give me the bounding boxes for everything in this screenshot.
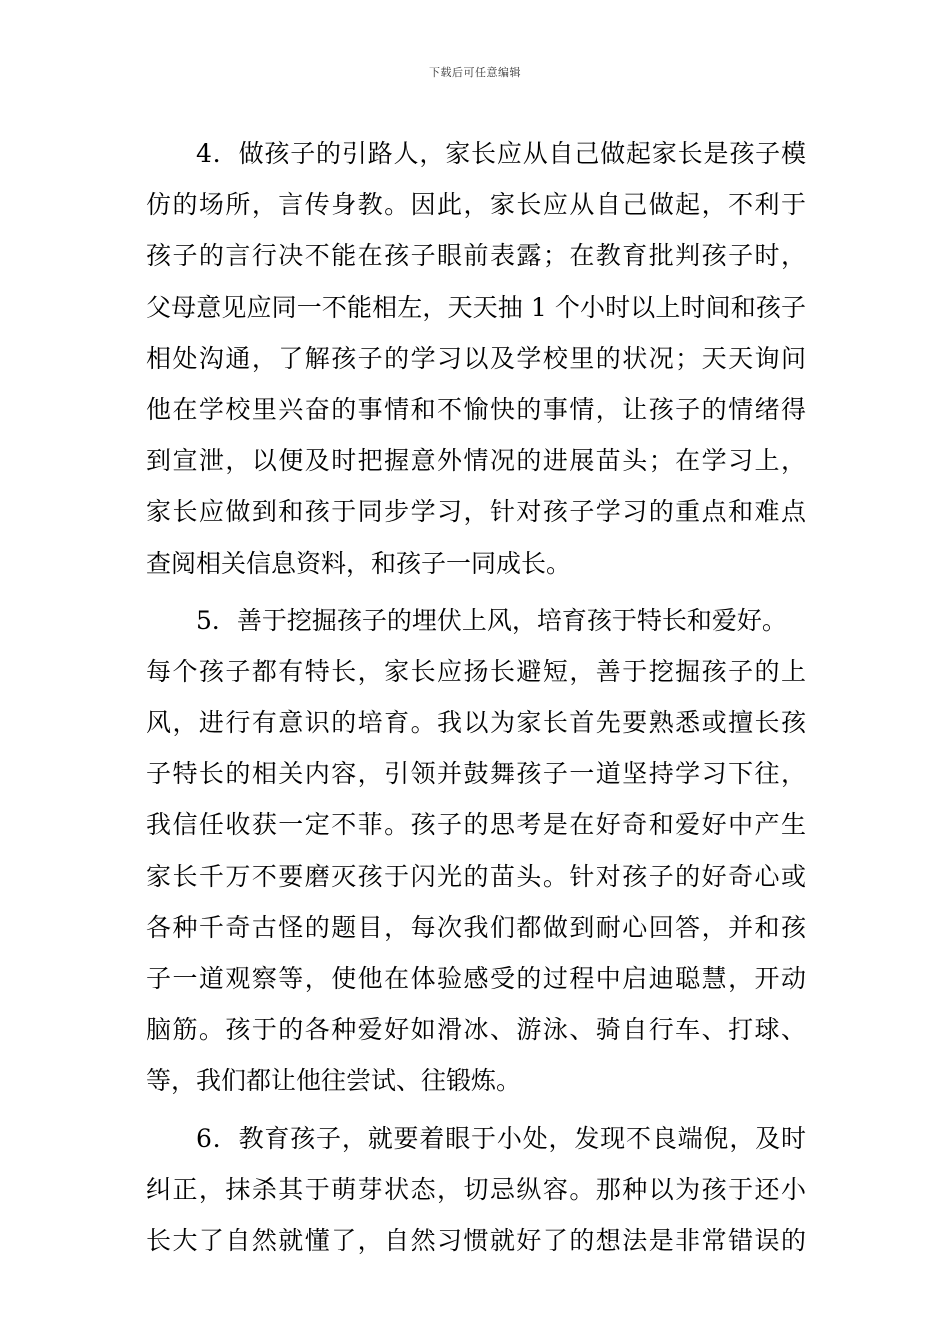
text-line: 长大了自然就懂了，自然习惯就好了的想法是非常错误的	[146, 1225, 806, 1255]
text-line: 风，进行有意识的培育。我以为家长首先要熟悉或擅长孩	[146, 708, 806, 738]
text-line: 每个孩子都有特长，家长应扬长避短，善于挖掘孩子的上	[146, 656, 806, 686]
text-line: 子一道观察等，使他在体验感受的过程中启迪聪慧，开动	[146, 964, 806, 993]
text-line: 父母意见应同一不能相左，天天抽 1 个小时以上时间和孩子	[146, 292, 806, 322]
paragraph-4	[146, 128, 806, 589]
text-line: 家长应做到和孩于同步学习，针对孩子学习的重点和难点	[146, 497, 806, 527]
text-line: 家长千万不要磨灭孩于闪光的苗头。针对孩子的好奇心或	[146, 861, 806, 891]
text-line: 4．做孩子的引路人，家长应从自己做起家长是孩子模	[196, 139, 806, 168]
text-line: 他在学校里兴奋的事情和不愉快的事情，让孩子的情绪得	[146, 394, 806, 424]
text-line: 查阅相关信息资料，和孩子一同成长。	[146, 548, 572, 578]
text-line: 我信任收获一定不菲。孩子的思考是在好奇和爱好中产生	[146, 810, 806, 840]
document-body	[146, 128, 806, 1266]
text-line: 子特长的相关内容，引领并鼓舞孩子一道坚持学习下往，	[146, 759, 806, 789]
text-line: 各种千奇古怪的题目，每次我们都做到耐心回答，并和孩	[146, 912, 806, 942]
paragraph-5	[146, 595, 806, 1107]
text-line: 相处沟通，了解孩子的学习以及学校里的状况；天天询问	[146, 343, 806, 373]
text-line: 到宣泄，以便及时把握意外情况的进展苗头；在学习上，	[146, 446, 806, 476]
text-line: 脑筋。孩于的各种爱好如滑冰、游泳、骑自行车、打球、	[146, 1015, 806, 1045]
text-line: 纠正，抹杀其于萌芽状态，切忌纵容。那种以为孩于还小	[146, 1174, 806, 1204]
text-line: 5．善于挖掘孩子的埋伏上风，培育孩于特长和爱好。	[196, 605, 787, 635]
text-line: 仿的场所，言传身教。因此，家长应从自己做起，不利于	[146, 190, 806, 220]
paragraph-6	[146, 1113, 806, 1267]
text-line: 等，我们都让他往尝试、往锻炼。	[146, 1066, 522, 1096]
text-line: 孩子的言行决不能在孩子眼前表露；在教育批判孩子时，	[146, 241, 806, 271]
text-line: 6．教育孩子，就要着眼于小处，发现不良端倪，及时	[196, 1123, 806, 1153]
page-header-note: 下载后可任意编辑	[429, 66, 521, 79]
